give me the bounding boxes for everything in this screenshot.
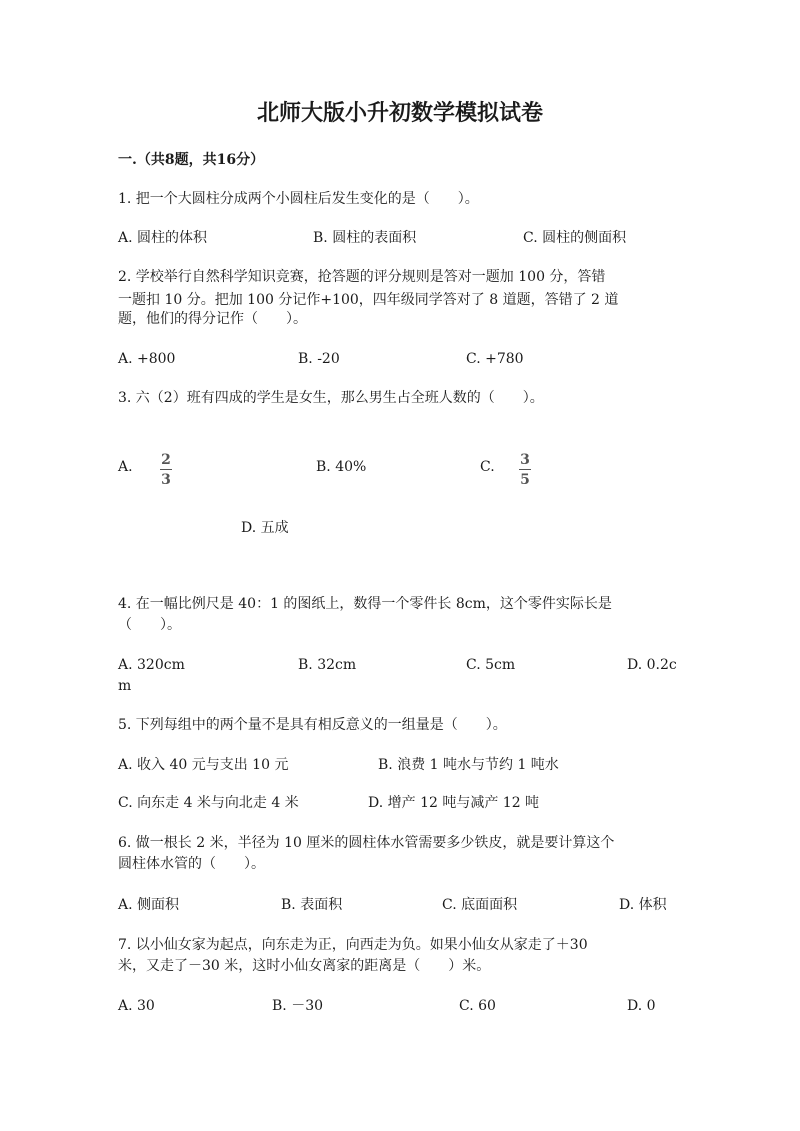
question-2-option-b: B. -20 — [298, 351, 340, 367]
question-2-option-a: A. +800 — [118, 351, 176, 367]
fraction-denominator: 3 — [161, 472, 171, 488]
question-6-stem-line-1: 6. 做一根长 2 米，半径为 10 厘米的圆柱体水管需要多少铁皮，就是要计算这个 — [118, 835, 615, 851]
section-heading: 一.（共8题，共16分） — [118, 152, 265, 168]
question-1-option-a: A. 圆柱的体积 — [118, 230, 208, 246]
question-4-stem-line-1: 4. 在一幅比例尺是 40：1 的图纸上，数得一个零件长 8cm，这个零件实际长是 — [118, 596, 612, 612]
fraction-bar — [519, 469, 531, 470]
question-4-option-d: D. 0.2c — [627, 657, 677, 673]
question-5-option-d: D. 增产 12 吨与减产 12 吨 — [368, 795, 540, 811]
question-3-option-c: C. — [480, 459, 495, 475]
question-6-option-a: A. 侧面积 — [118, 897, 180, 913]
question-1-option-c: C. 圆柱的侧面积 — [523, 230, 627, 246]
question-7-stem-line-2: 米，又走了－30 米，这时小仙女离家的距离是（ ）米。 — [118, 958, 491, 974]
question-5-option-c: C. 向东走 4 米与向北走 4 米 — [118, 795, 299, 811]
fraction-numerator: 3 — [520, 452, 530, 468]
question-4-option-a: A. 320cm — [118, 657, 185, 673]
question-7-option-d: D. 0 — [627, 998, 656, 1014]
fraction-numerator: 2 — [161, 452, 171, 468]
question-6-stem-line-2: 圆柱体水管的（ ）。 — [118, 856, 265, 872]
question-7-option-a: A. 30 — [118, 998, 155, 1014]
question-3-fraction-c — [519, 452, 531, 488]
question-5-stem: 5. 下列每组中的两个量不是具有相反意义的一组量是（ ）。 — [118, 717, 507, 733]
question-6-option-b: B. 表面积 — [281, 897, 343, 913]
question-4-option-d-wrap: m — [118, 678, 132, 694]
question-7-option-c: C. 60 — [459, 998, 496, 1014]
question-2-stem-line-1: 2. 学校举行自然科学知识竞赛，抢答题的评分规则是答对一题加 100 分，答错 — [118, 269, 606, 285]
question-3-option-a: A. — [118, 459, 133, 475]
question-1-stem: 1. 把一个大圆柱分成两个小圆柱后发生变化的是（ ）。 — [118, 191, 479, 207]
question-3-option-d: D. 五成 — [241, 520, 289, 536]
question-5-option-a: A. 收入 40 元与支出 10 元 — [118, 757, 289, 773]
question-2-option-c: C. +780 — [466, 351, 524, 367]
question-5-option-b: B. 浪费 1 吨水与节约 1 吨水 — [378, 757, 559, 773]
question-6-option-c: C. 底面面积 — [442, 897, 518, 913]
question-4-option-c: C. 5cm — [466, 657, 516, 673]
fraction-bar — [160, 469, 172, 470]
question-4-option-b: B. 32cm — [298, 657, 357, 673]
question-2-stem-line-2: 一题扣 10 分。把加 100 分记作+100，四年级同学答对了 8 道题，答错了 2 道 — [118, 292, 619, 308]
question-4-stem-line-2: （ ）。 — [118, 617, 181, 633]
question-7-option-b: B. －30 — [272, 998, 324, 1014]
question-1-option-b: B. 圆柱的表面积 — [313, 230, 417, 246]
question-6-option-d: D. 体积 — [619, 897, 667, 913]
question-3-option-b: B. 40% — [316, 459, 367, 475]
question-3-fraction-a — [160, 452, 172, 488]
fraction-denominator: 5 — [520, 472, 530, 488]
question-2-stem-line-3: 题，他们的得分记作（ ）。 — [118, 311, 307, 327]
page-title: 北师大版小升初数学模拟试卷 — [256, 100, 543, 126]
question-3-stem: 3. 六（2）班有四成的学生是女生，那么男生占全班人数的（ ）。 — [118, 390, 544, 406]
question-7-stem-line-1: 7. 以小仙女家为起点，向东走为正，向西走为负。如果小仙女从家走了＋30 — [118, 937, 588, 953]
